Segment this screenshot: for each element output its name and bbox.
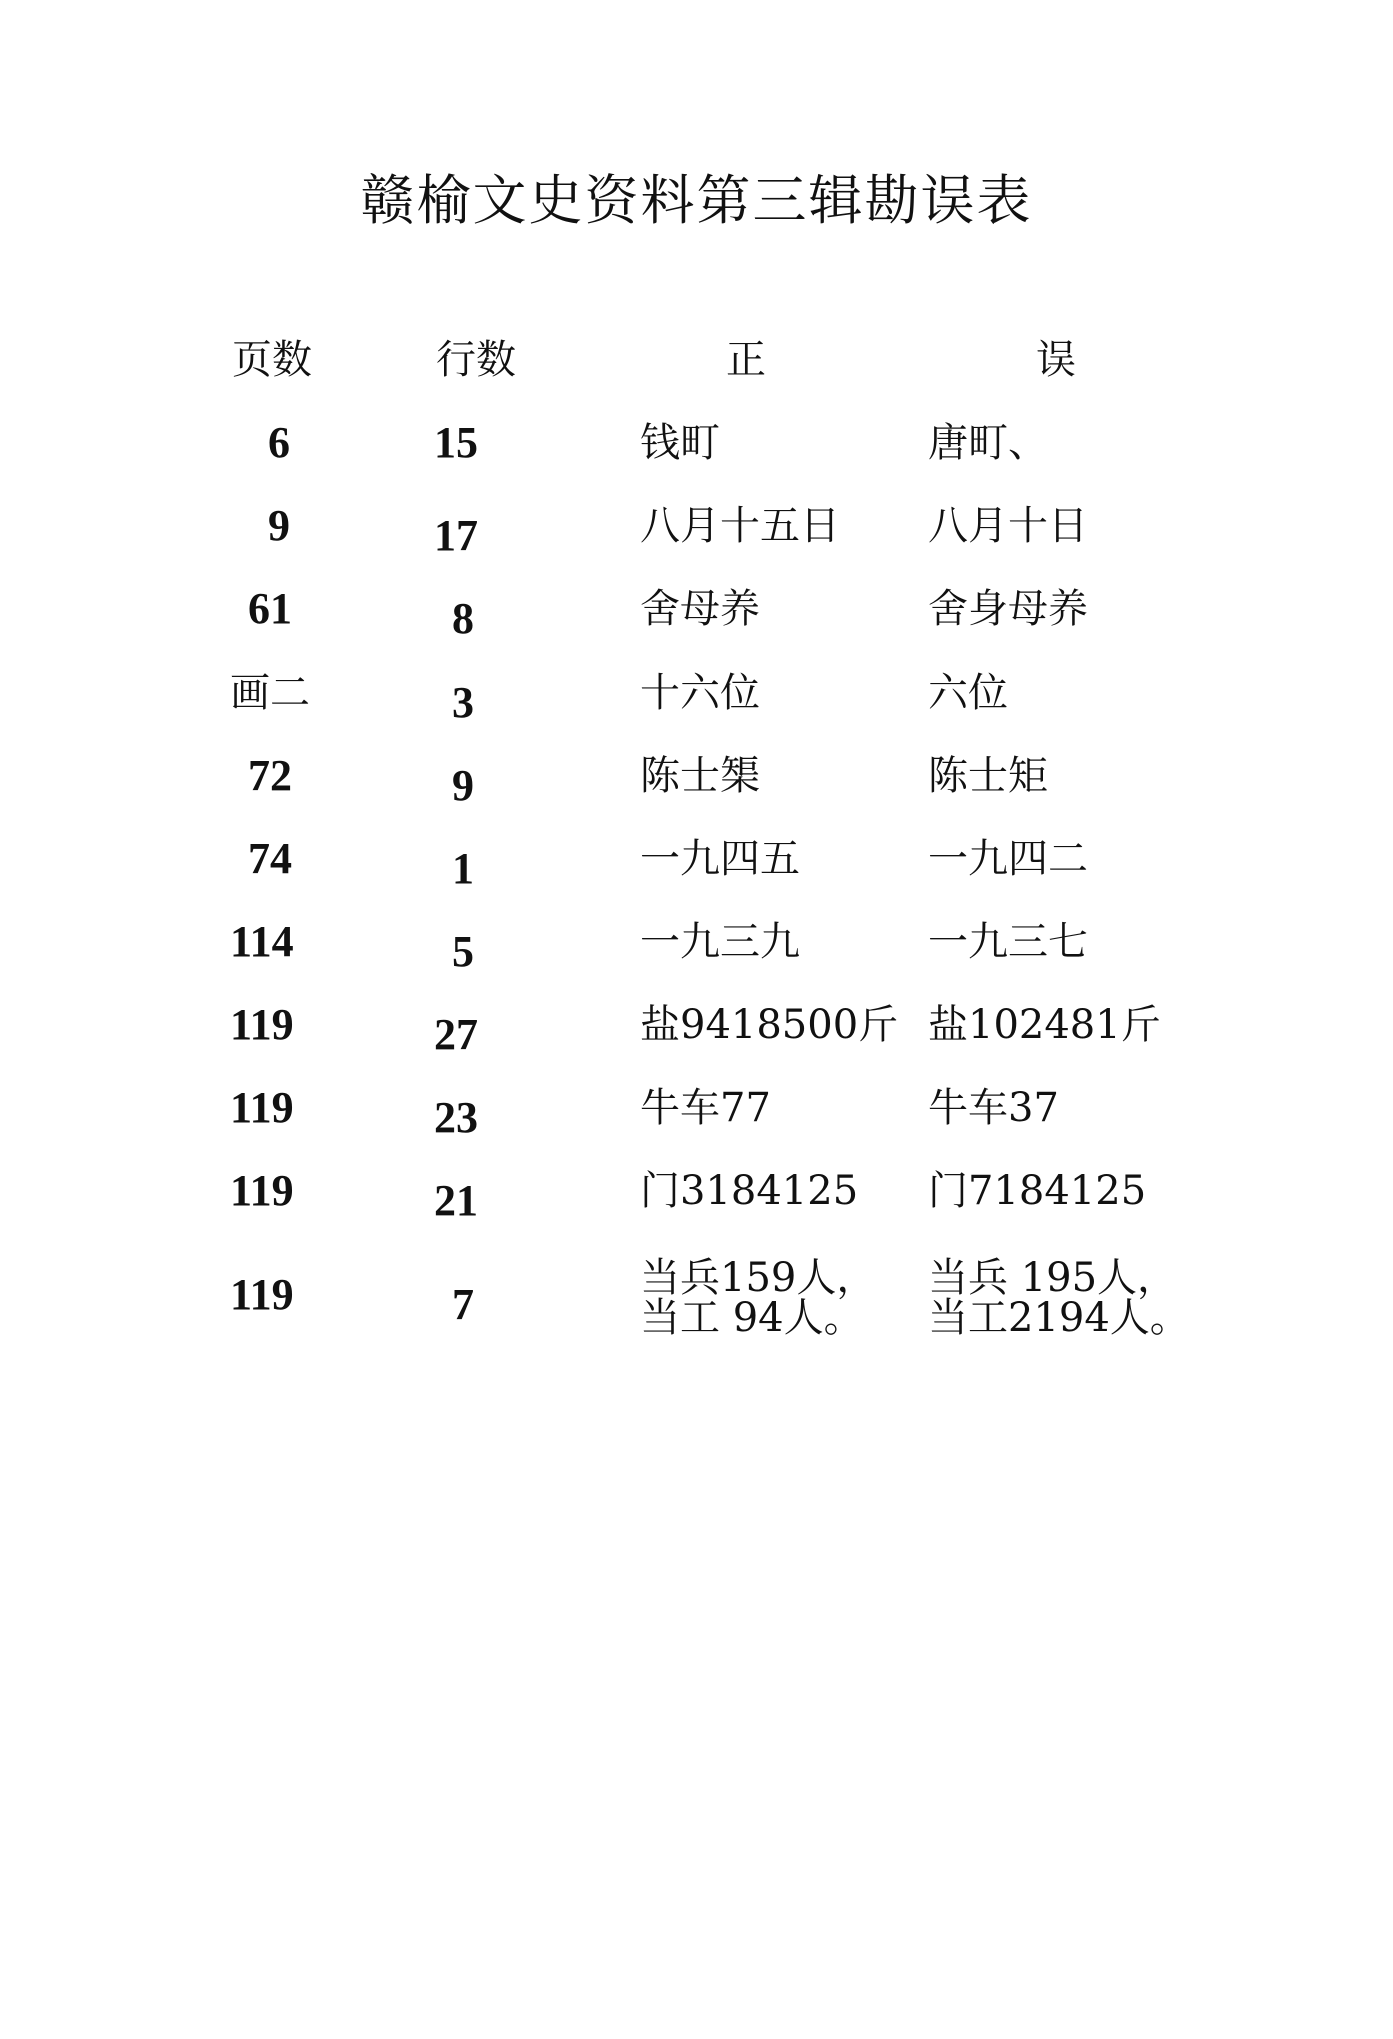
page-title: 赣榆文史资料第三辑勘误表	[360, 169, 1033, 232]
line-number: 5	[452, 927, 474, 976]
correct-text: 一九三九	[640, 919, 800, 965]
header-page: 页数	[232, 337, 312, 383]
wrong-text: 门7184125	[928, 1168, 1147, 1214]
line-number: 3	[452, 678, 474, 727]
wrong-text: 唐町、	[928, 420, 1048, 466]
page-number: 114	[230, 917, 294, 966]
wrong-text: 六位	[928, 670, 1008, 716]
correct-text: 八月十五日	[640, 503, 840, 549]
wrong-text: 当兵 195人，	[928, 1255, 1178, 1301]
line-number: 1	[452, 844, 474, 893]
correct-text: 舍母养	[640, 586, 760, 632]
table-header	[0, 337, 1393, 410]
table-row	[0, 1083, 1393, 1158]
table-row	[0, 670, 1393, 743]
wrong-text-line2: 当工2194人。	[928, 1295, 1190, 1341]
line-number: 9	[452, 761, 474, 810]
wrong-text: 牛车37	[928, 1085, 1059, 1131]
correct-text: 门3184125	[640, 1168, 859, 1214]
line-number: 8	[452, 594, 474, 643]
table-row	[0, 501, 1393, 576]
line-number: 23	[434, 1093, 478, 1142]
correct-text: 十六位	[640, 670, 760, 716]
table-row	[0, 584, 1393, 659]
page-number: 72	[248, 751, 292, 800]
wrong-text: 舍身母养	[928, 586, 1088, 632]
page-number: 61	[248, 584, 292, 633]
table-row	[0, 1257, 1393, 1357]
page-number: 119	[230, 1270, 294, 1319]
page-number: 6	[268, 418, 290, 467]
table-row	[0, 917, 1393, 992]
correct-text: 一九四五	[640, 836, 800, 882]
table-row	[0, 751, 1393, 826]
line-number: 7	[452, 1280, 474, 1329]
wrong-text: 八月十日	[928, 503, 1088, 549]
wrong-text: 一九四二	[928, 836, 1088, 882]
correct-text-line2: 当工 94人。	[640, 1295, 864, 1341]
line-number: 27	[434, 1010, 478, 1059]
page-number: 9	[268, 501, 290, 550]
correct-text: 盐9418500斤	[640, 1002, 899, 1048]
table-row	[0, 418, 1393, 493]
correct-text: 陈士榘	[640, 753, 760, 799]
line-number: 15	[434, 418, 478, 467]
page-number: 119	[230, 1083, 294, 1132]
page-number: 119	[230, 1166, 294, 1215]
correct-text: 钱町	[640, 420, 720, 466]
table-row	[0, 1166, 1393, 1241]
header-line: 行数	[436, 337, 516, 383]
line-number: 17	[434, 511, 478, 560]
page-number: 119	[230, 1000, 294, 1049]
header-wrong: 误	[1036, 337, 1076, 383]
wrong-text: 陈士矩	[928, 753, 1048, 799]
correct-text: 牛车77	[640, 1085, 771, 1131]
page-number: 74	[248, 834, 292, 883]
header-correct: 正	[726, 337, 766, 383]
line-number: 21	[434, 1176, 478, 1225]
table-row	[0, 1000, 1393, 1075]
correct-text: 当兵159人，	[640, 1255, 877, 1301]
wrong-text: 盐102481斤	[928, 1002, 1161, 1048]
page-number: 画二	[230, 670, 310, 716]
wrong-text: 一九三七	[928, 919, 1088, 965]
table-row	[0, 834, 1393, 909]
